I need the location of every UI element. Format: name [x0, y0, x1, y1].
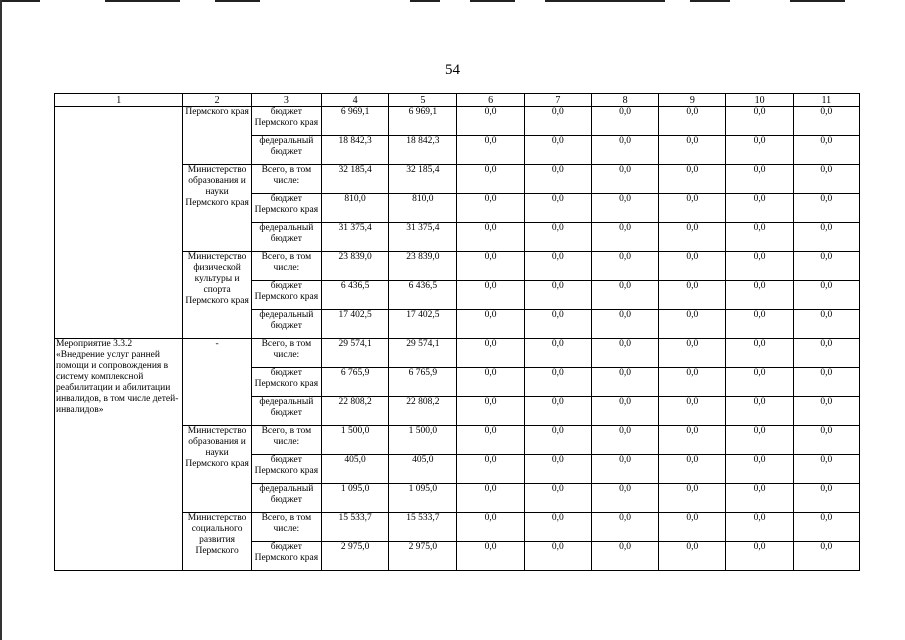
scan-edge-mark [470, 0, 515, 2]
amount-cell: 0,0 [659, 252, 726, 281]
funding-source-cell: федеральный бюджет [251, 397, 321, 426]
funding-source-cell: федеральный бюджет [251, 136, 321, 165]
amount-cell: 405,0 [321, 455, 388, 484]
scan-edge-mark [105, 0, 180, 2]
amount-cell: 32 185,4 [321, 165, 388, 194]
amount-cell: 0,0 [591, 368, 658, 397]
amount-cell: 0,0 [659, 484, 726, 513]
amount-cell: 0,0 [591, 223, 658, 252]
amount-cell: 2 975,0 [389, 542, 457, 571]
amount-cell: 0,0 [457, 542, 524, 571]
amount-cell: 810,0 [321, 194, 388, 223]
amount-cell: 31 375,4 [389, 223, 457, 252]
amount-cell: 22 808,2 [321, 397, 388, 426]
amount-cell: 0,0 [726, 484, 793, 513]
amount-cell: 15 533,7 [389, 513, 457, 542]
table-row [55, 107, 860, 136]
funding-source-cell: федеральный бюджет [251, 223, 321, 252]
amount-cell: 0,0 [793, 223, 859, 252]
amount-cell: 0,0 [457, 339, 524, 368]
scan-edge-mark [690, 0, 730, 2]
amount-cell: 6 765,9 [389, 368, 457, 397]
amount-cell: 0,0 [659, 426, 726, 455]
column-header: 4 [321, 94, 388, 107]
column-header: 11 [793, 94, 859, 107]
amount-cell: 0,0 [524, 310, 591, 339]
scan-edge-mark [215, 0, 260, 2]
amount-cell: 1 500,0 [321, 426, 388, 455]
responsible-cell: Министерство физической культуры и спорта Пермского края [183, 252, 251, 339]
amount-cell: 0,0 [457, 513, 524, 542]
column-header: 1 [55, 94, 183, 107]
amount-cell: 0,0 [457, 310, 524, 339]
amount-cell: 0,0 [793, 484, 859, 513]
scan-edge-mark [410, 0, 440, 2]
amount-cell: 0,0 [659, 455, 726, 484]
funding-source-cell: бюджет Пермского края [251, 281, 321, 310]
amount-cell: 0,0 [726, 165, 793, 194]
amount-cell: 0,0 [726, 339, 793, 368]
amount-cell: 0,0 [591, 136, 658, 165]
column-header: 9 [659, 94, 726, 107]
amount-cell: 0,0 [457, 252, 524, 281]
amount-cell: 22 808,2 [389, 397, 457, 426]
amount-cell: 0,0 [793, 426, 859, 455]
amount-cell: 0,0 [457, 281, 524, 310]
funding-source-cell: федеральный бюджет [251, 310, 321, 339]
amount-cell: 0,0 [591, 107, 658, 136]
event-name-cell: Мероприятие 3.3.2 «Внедрение услуг ранней помощи и сопровождения в систему комплексной реабилитации и абилитации инвалидов, в том числе детей-инвалидов» [55, 339, 183, 571]
amount-cell: 405,0 [389, 455, 457, 484]
amount-cell: 0,0 [726, 310, 793, 339]
column-header: 6 [457, 94, 524, 107]
amount-cell: 18 842,3 [389, 136, 457, 165]
amount-cell: 17 402,5 [321, 310, 388, 339]
amount-cell: 0,0 [591, 165, 658, 194]
amount-cell: 0,0 [524, 223, 591, 252]
amount-cell: 0,0 [793, 107, 859, 136]
amount-cell: 0,0 [726, 136, 793, 165]
amount-cell: 0,0 [457, 484, 524, 513]
amount-cell: 0,0 [659, 397, 726, 426]
responsible-cell: - [183, 339, 251, 426]
amount-cell: 810,0 [389, 194, 457, 223]
amount-cell: 31 375,4 [321, 223, 388, 252]
amount-cell: 29 574,1 [389, 339, 457, 368]
amount-cell: 0,0 [591, 542, 658, 571]
amount-cell: 0,0 [524, 426, 591, 455]
amount-cell: 0,0 [591, 426, 658, 455]
responsible-cell: Пермского края [183, 107, 251, 165]
amount-cell: 0,0 [591, 281, 658, 310]
amount-cell: 0,0 [524, 339, 591, 368]
amount-cell: 0,0 [726, 281, 793, 310]
amount-cell: 0,0 [524, 281, 591, 310]
amount-cell: 2 975,0 [321, 542, 388, 571]
amount-cell: 0,0 [524, 397, 591, 426]
amount-cell: 0,0 [793, 136, 859, 165]
amount-cell: 0,0 [591, 513, 658, 542]
amount-cell: 6 436,5 [389, 281, 457, 310]
page-number: 54 [445, 62, 460, 78]
amount-cell: 0,0 [591, 310, 658, 339]
amount-cell: 0,0 [524, 513, 591, 542]
amount-cell: 0,0 [659, 542, 726, 571]
amount-cell: 23 839,0 [321, 252, 388, 281]
amount-cell: 0,0 [591, 252, 658, 281]
amount-cell: 0,0 [591, 194, 658, 223]
amount-cell: 0,0 [659, 165, 726, 194]
amount-cell: 0,0 [591, 339, 658, 368]
scan-left-edge [0, 0, 2, 640]
amount-cell: 1 500,0 [389, 426, 457, 455]
amount-cell: 0,0 [726, 107, 793, 136]
amount-cell: 0,0 [524, 368, 591, 397]
responsible-cell: Министерство образования и науки Пермского края [183, 426, 251, 513]
amount-cell: 23 839,0 [389, 252, 457, 281]
funding-source-cell: бюджет Пермского края [251, 194, 321, 223]
amount-cell: 0,0 [726, 397, 793, 426]
amount-cell: 0,0 [793, 368, 859, 397]
amount-cell: 0,0 [524, 252, 591, 281]
funding-source-cell: Всего, в том числе: [251, 252, 321, 281]
amount-cell: 0,0 [591, 455, 658, 484]
financing-table [54, 93, 860, 571]
funding-source-cell: Всего, в том числе: [251, 339, 321, 368]
amount-cell: 0,0 [726, 542, 793, 571]
amount-cell: 0,0 [793, 455, 859, 484]
amount-cell: 0,0 [524, 455, 591, 484]
amount-cell: 1 095,0 [321, 484, 388, 513]
amount-cell: 0,0 [457, 426, 524, 455]
funding-source-cell: федеральный бюджет [251, 484, 321, 513]
amount-cell: 0,0 [793, 513, 859, 542]
amount-cell: 0,0 [793, 542, 859, 571]
amount-cell: 0,0 [659, 310, 726, 339]
amount-cell: 0,0 [793, 397, 859, 426]
amount-cell: 1 095,0 [389, 484, 457, 513]
funding-source-cell: бюджет Пермского края [251, 368, 321, 397]
amount-cell: 0,0 [726, 455, 793, 484]
column-header: 8 [591, 94, 658, 107]
amount-cell: 0,0 [457, 368, 524, 397]
amount-cell: 0,0 [457, 107, 524, 136]
amount-cell: 0,0 [659, 107, 726, 136]
amount-cell: 6 436,5 [321, 281, 388, 310]
amount-cell: 0,0 [726, 194, 793, 223]
amount-cell: 0,0 [793, 310, 859, 339]
amount-cell: 0,0 [793, 252, 859, 281]
amount-cell: 29 574,1 [321, 339, 388, 368]
column-header-row [55, 94, 860, 107]
amount-cell: 0,0 [793, 339, 859, 368]
amount-cell: 32 185,4 [389, 165, 457, 194]
event-cell-empty [55, 107, 183, 339]
amount-cell: 0,0 [524, 194, 591, 223]
amount-cell: 0,0 [726, 252, 793, 281]
amount-cell: 6 969,1 [321, 107, 388, 136]
amount-cell: 0,0 [591, 484, 658, 513]
amount-cell: 0,0 [457, 136, 524, 165]
amount-cell: 0,0 [659, 339, 726, 368]
amount-cell: 0,0 [659, 281, 726, 310]
amount-cell: 6 969,1 [389, 107, 457, 136]
funding-source-cell: бюджет Пермского края [251, 107, 321, 136]
amount-cell: 0,0 [659, 194, 726, 223]
amount-cell: 18 842,3 [321, 136, 388, 165]
amount-cell: 0,0 [659, 223, 726, 252]
funding-source-cell: бюджет Пермского края [251, 455, 321, 484]
amount-cell: 15 533,7 [321, 513, 388, 542]
amount-cell: 0,0 [659, 513, 726, 542]
amount-cell: 0,0 [457, 194, 524, 223]
funding-source-cell: Всего, в том числе: [251, 426, 321, 455]
amount-cell: 0,0 [659, 136, 726, 165]
amount-cell: 0,0 [524, 165, 591, 194]
scan-edge-mark [0, 0, 40, 2]
column-header: 7 [524, 94, 591, 107]
amount-cell: 0,0 [457, 397, 524, 426]
scan-edge-mark [790, 0, 845, 2]
funding-source-cell: Всего, в том числе: [251, 513, 321, 542]
amount-cell: 0,0 [457, 455, 524, 484]
amount-cell: 0,0 [793, 281, 859, 310]
amount-cell: 0,0 [659, 368, 726, 397]
amount-cell: 0,0 [524, 136, 591, 165]
scan-edge-mark [545, 0, 665, 2]
funding-source-cell: бюджет Пермского края [251, 542, 321, 571]
amount-cell: 0,0 [591, 397, 658, 426]
amount-cell: 0,0 [793, 194, 859, 223]
responsible-cell: Министерство образования и науки Пермского края [183, 165, 251, 252]
column-header: 5 [389, 94, 457, 107]
amount-cell: 17 402,5 [389, 310, 457, 339]
funding-source-cell: Всего, в том числе: [251, 165, 321, 194]
amount-cell: 0,0 [726, 223, 793, 252]
amount-cell: 0,0 [726, 513, 793, 542]
amount-cell: 6 765,9 [321, 368, 388, 397]
amount-cell: 0,0 [793, 165, 859, 194]
amount-cell: 0,0 [524, 542, 591, 571]
column-header: 2 [183, 94, 251, 107]
amount-cell: 0,0 [457, 223, 524, 252]
column-header: 10 [726, 94, 793, 107]
column-header: 3 [251, 94, 321, 107]
amount-cell: 0,0 [726, 426, 793, 455]
amount-cell: 0,0 [524, 484, 591, 513]
amount-cell: 0,0 [726, 368, 793, 397]
table-row [55, 339, 860, 368]
amount-cell: 0,0 [457, 165, 524, 194]
amount-cell: 0,0 [524, 107, 591, 136]
responsible-cell: Министерство социального развития Пермского [183, 513, 251, 571]
